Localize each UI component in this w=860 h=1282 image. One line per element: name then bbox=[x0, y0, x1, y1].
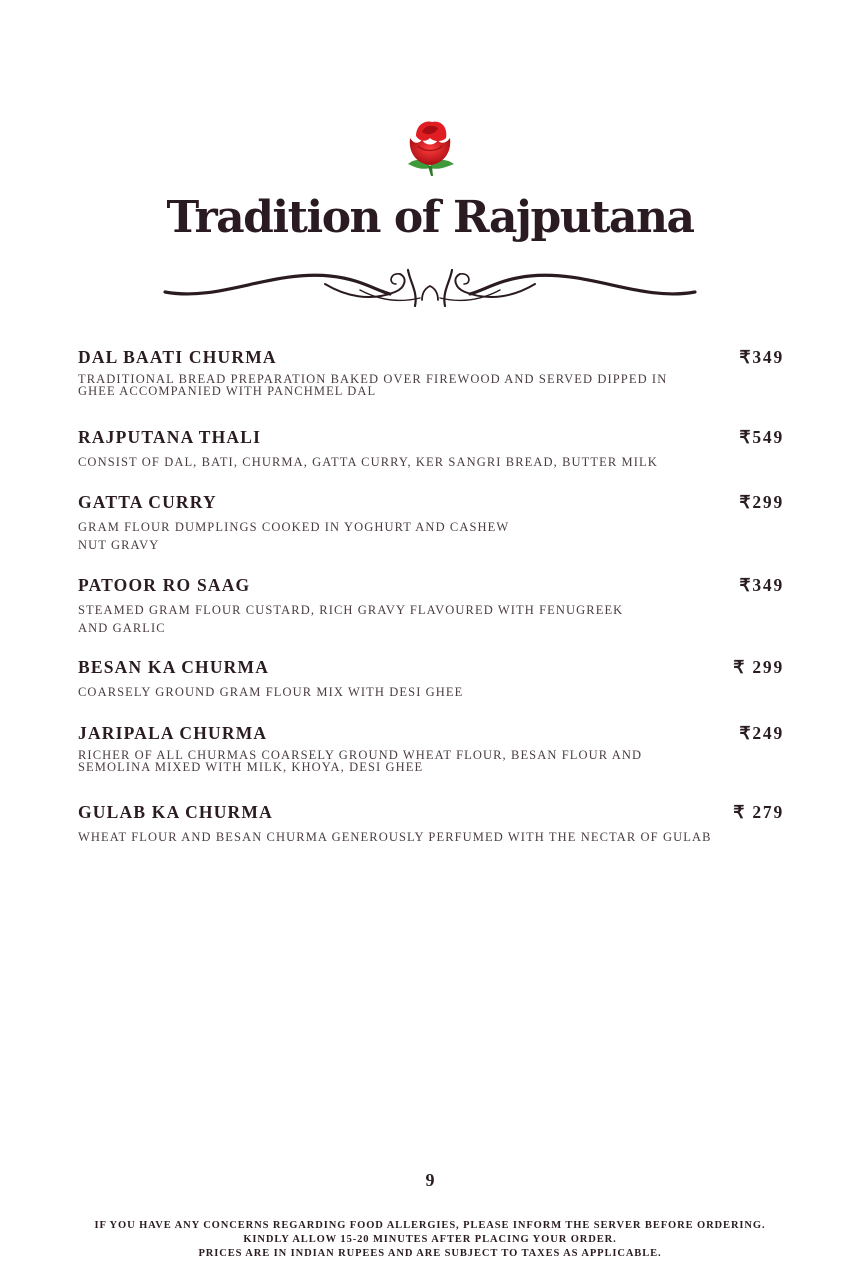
item-description-line: GHEE ACCOMPANIED WITH PANCHMEL DAL bbox=[78, 384, 377, 398]
menu-item bbox=[78, 346, 784, 397]
menu-item bbox=[78, 656, 784, 701]
menu-item bbox=[78, 801, 784, 846]
item-name: GATTA CURRY bbox=[78, 492, 217, 512]
item-name: GULAB KA CHURMA bbox=[78, 802, 273, 822]
page-number: 9 bbox=[425, 1170, 435, 1190]
rose-icon bbox=[398, 116, 462, 178]
flourish-divider bbox=[160, 262, 700, 312]
footer-line: KINDLY ALLOW 15-20 MINUTES AFTER PLACING YOUR ORDER. bbox=[243, 1234, 617, 1245]
item-name: PATOOR RO SAAG bbox=[78, 575, 251, 595]
item-price: ₹ 299 bbox=[733, 657, 784, 677]
item-description-line: SEMOLINA MIXED WITH MILK, KHOYA, DESI GHEE bbox=[78, 760, 424, 774]
item-description-line: GRAM FLOUR DUMPLINGS COOKED IN YOGHURT AND CASHEW bbox=[78, 520, 510, 534]
item-description bbox=[78, 601, 784, 637]
item-description-line: TRADITIONAL BREAD PREPARATION BAKED OVER FIREWOOD AND SERVED DIPPED IN bbox=[78, 372, 668, 386]
menu-item bbox=[78, 574, 784, 637]
item-description-line: WHEAT FLOUR AND BESAN CHURMA GENEROUSLY PERFUMED WITH THE NECTAR OF GULAB bbox=[78, 830, 712, 844]
item-description bbox=[78, 683, 784, 701]
item-description-line: COARSELY GROUND GRAM FLOUR MIX WITH DESI GHEE bbox=[78, 685, 464, 699]
item-description-line: NUT GRAVY bbox=[78, 538, 160, 552]
item-description bbox=[78, 453, 784, 471]
item-price: ₹249 bbox=[739, 723, 784, 743]
menu-section-title: Tradition of Rajputana bbox=[166, 192, 694, 243]
item-description bbox=[78, 373, 784, 397]
item-description-line: STEAMED GRAM FLOUR CUSTARD, RICH GRAVY FLAVOURED WITH FENUGREEK bbox=[78, 603, 624, 617]
item-name: DAL BAATI CHURMA bbox=[78, 347, 277, 367]
menu-item bbox=[78, 491, 784, 554]
item-price: ₹349 bbox=[739, 575, 784, 595]
item-price: ₹299 bbox=[739, 492, 784, 512]
footer-line: IF YOU HAVE ANY CONCERNS REGARDING FOOD ALLERGIES, PLEASE INFORM THE SERVER BEFORE ORDERING. bbox=[94, 1220, 766, 1231]
item-price: ₹549 bbox=[739, 427, 784, 447]
item-price: ₹349 bbox=[739, 347, 784, 367]
item-name: JARIPALA CHURMA bbox=[78, 723, 268, 743]
item-description-line: AND GARLIC bbox=[78, 621, 166, 635]
footer-line: PRICES ARE IN INDIAN RUPEES AND ARE SUBJECT TO TAXES AS APPLICABLE. bbox=[198, 1248, 662, 1259]
item-name: RAJPUTANA THALI bbox=[78, 427, 262, 447]
item-description bbox=[78, 828, 784, 846]
item-description bbox=[78, 518, 784, 554]
item-description bbox=[78, 749, 784, 773]
item-description-line: CONSIST OF DAL, BATI, CHURMA, GATTA CURRY, KER SANGRI BREAD, BUTTER MILK bbox=[78, 455, 658, 469]
item-name: BESAN KA CHURMA bbox=[78, 657, 270, 677]
item-price: ₹ 279 bbox=[733, 802, 784, 822]
menu-item bbox=[78, 722, 784, 773]
menu-item bbox=[78, 426, 784, 471]
footer-notice bbox=[0, 1219, 860, 1261]
item-description-line: RICHER OF ALL CHURMAS COARSELY GROUND WHEAT FLOUR, BESAN FLOUR AND bbox=[78, 748, 643, 762]
